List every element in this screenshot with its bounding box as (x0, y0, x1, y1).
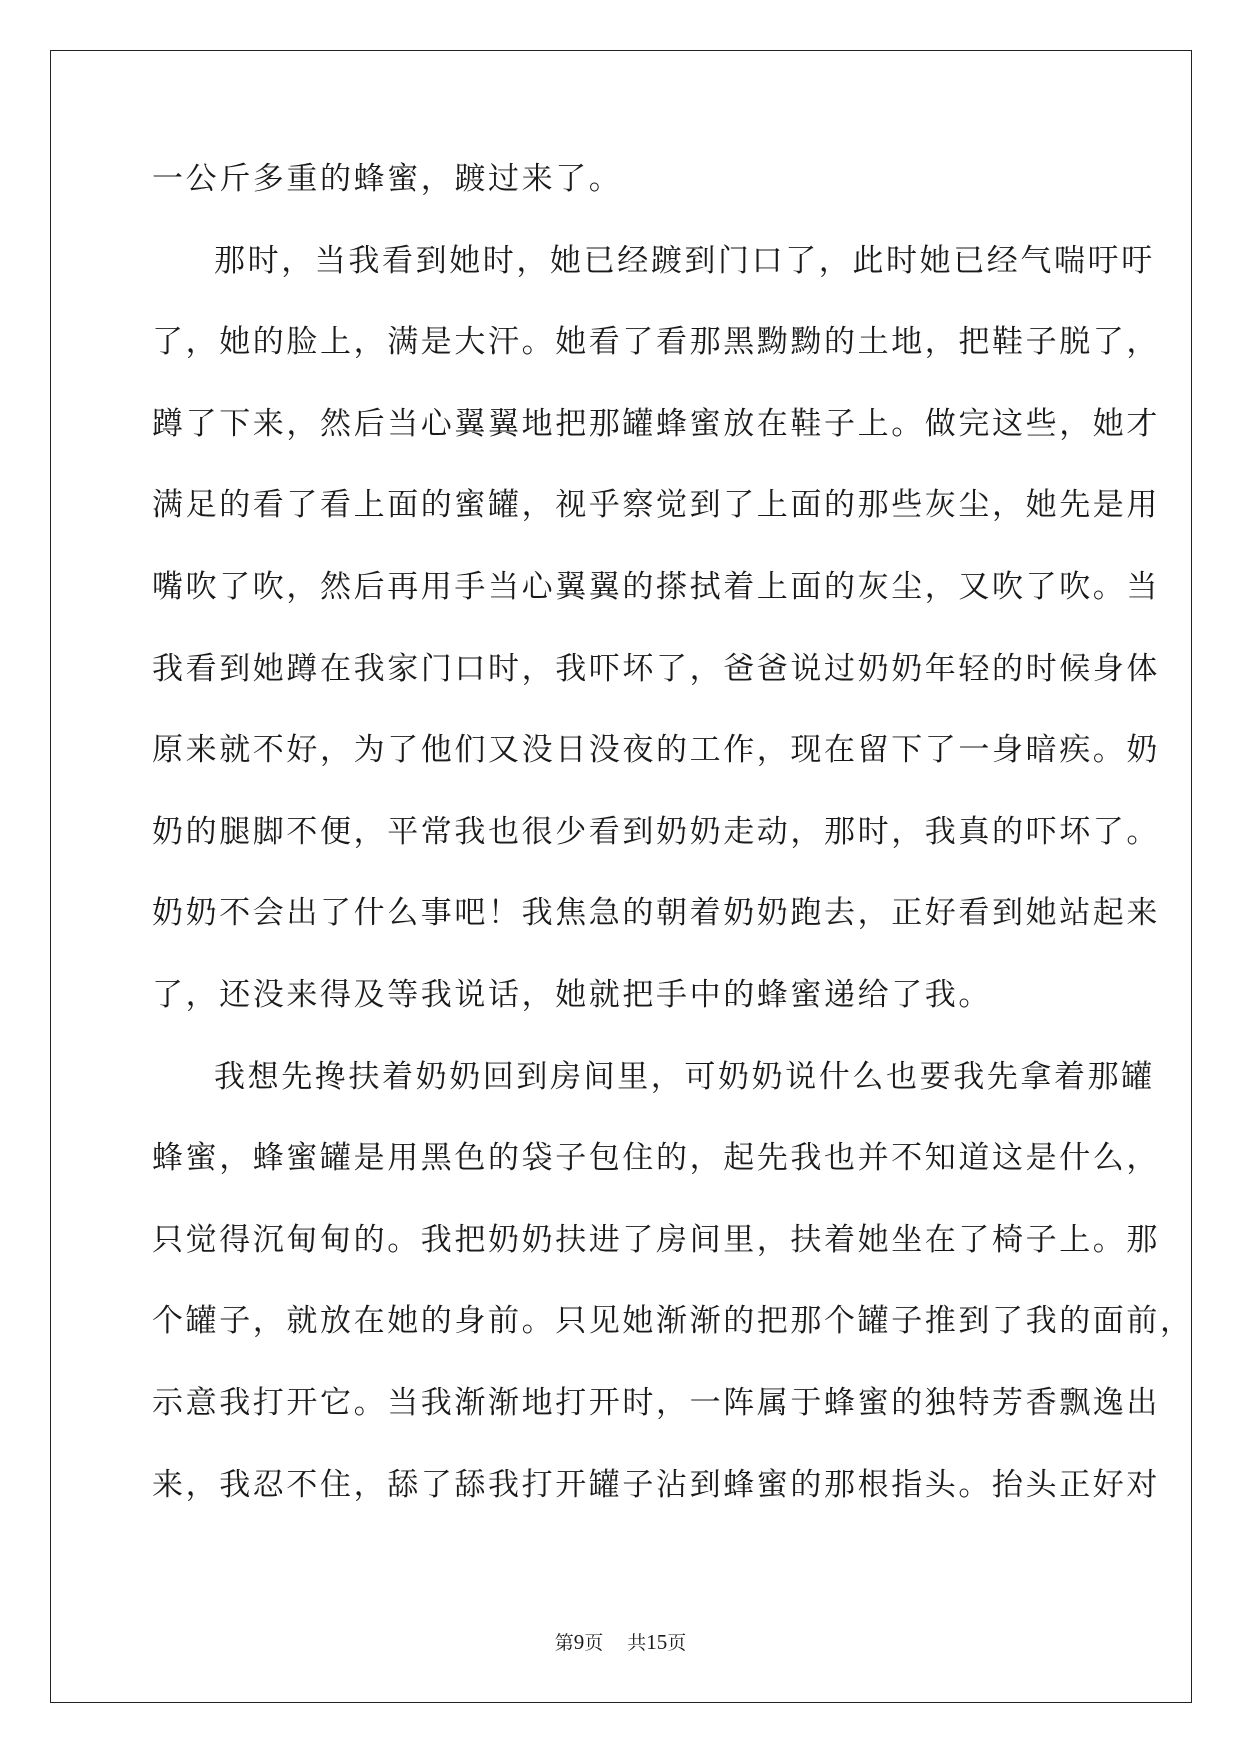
text-line: 奶奶不会出了什么事吧！我焦急的朝着奶奶跑去，正好看到她站起来 (152, 895, 1160, 932)
total-suffix: 页 (667, 1632, 687, 1654)
total-pages: 15 (646, 1630, 668, 1654)
text-line: 了，她的脸上，满是大汗。她看了看那黑黝黝的土地，把鞋子脱了， (152, 324, 1160, 361)
body-text (152, 161, 1194, 1549)
text-line: 我看到她蹲在我家门口时，我吓坏了，爸爸说过奶奶年轻的时候身体 (152, 650, 1160, 687)
text-line: 蜂蜜，蜂蜜罐是用黑色的袋子包住的，起先我也并不知道这是什么， (152, 1140, 1160, 1177)
total-prefix: 共 (627, 1632, 647, 1654)
text-line: 满足的看了看上面的蜜罐，视乎察觉到了上面的那些灰尘，她先是用 (152, 487, 1160, 524)
text-line: 示意我打开它。当我渐渐地打开时，一阵属于蜂蜜的独特芳香飘逸出 (152, 1384, 1160, 1421)
text-line: 蹲了下来，然后当心翼翼地把那罐蜂蜜放在鞋子上。做完这些，她才 (152, 405, 1160, 442)
text-line: 嘴吹了吹，然后再用手当心翼翼的搽拭着上面的灰尘，又吹了吹。当 (152, 568, 1160, 605)
text-line: 只觉得沉甸甸的。我把奶奶扶进了房间里，扶着她坐在了椅子上。那 (152, 1221, 1160, 1258)
text-line: 那时，当我看到她时，她已经踱到门口了，此时她已经气喘吁吁 (214, 242, 1155, 279)
page-number: 9 (573, 1630, 585, 1654)
page-prefix: 第 (554, 1632, 574, 1654)
page-suffix: 页 (584, 1632, 604, 1654)
text-line: 我想先搀扶着奶奶回到房间里，可奶奶说什么也要我先拿着那罐 (214, 1058, 1155, 1095)
text-line: 了，还没来得及等我说话，她就把手中的蜂蜜递给了我。 (152, 976, 992, 1013)
text-line: 奶的腿脚不便，平常我也很少看到奶奶走动，那时，我真的吓坏了。 (152, 813, 1160, 850)
page-footer (0, 1630, 1241, 1655)
text-line: 来，我忍不住，舔了舔我打开罐子沾到蜂蜜的那根指头。抬头正好对 (152, 1466, 1160, 1503)
text-line: 原来就不好，为了他们又没日没夜的工作，现在留下了一身暗疾。奶 (152, 732, 1160, 769)
text-line: 一公斤多重的蜂蜜，踱过来了。 (152, 161, 623, 197)
text-line: 个罐子，就放在她的身前。只见她渐渐的把那个罐子推到了我的面前， (152, 1303, 1194, 1340)
